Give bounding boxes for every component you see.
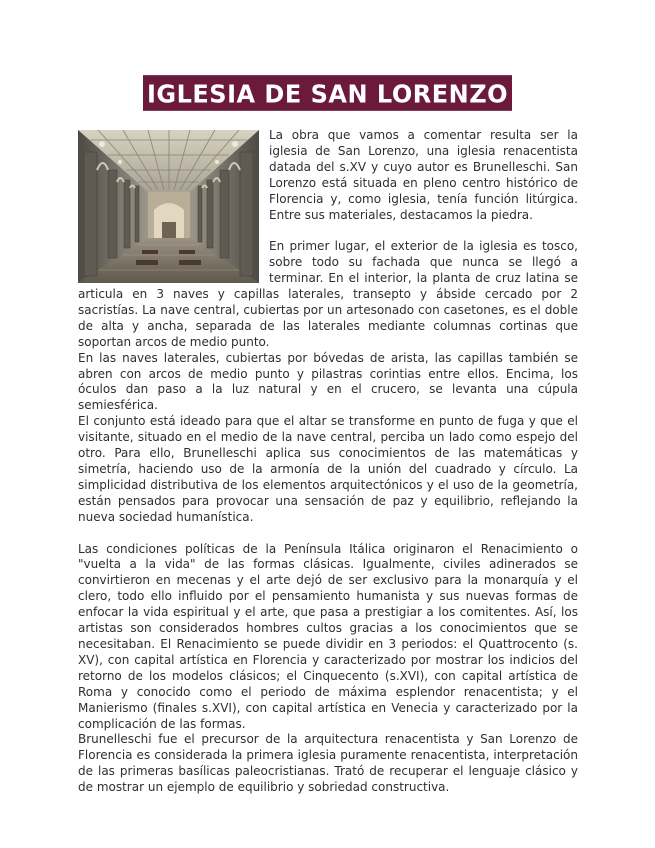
paragraph-5: Las condiciones políticas de la Península Itálica originaron el Renacimiento o "vuelta a la vida" de las formas clásicas. Igualmente, civiles adinerados se convirtieron en mecenas y el arte dejó de ser exclusivo para la monarquía y el clero, todo ello influido por el pensamiento humanista y sus nuevas formas de enfocar la vida espiritual y el arte, que pasa a prestigiar a los comitentes. Así, los artistas son considerados hombres cultos gracias a los conocimientos que se necesitaban. El Renacimiento se puede dividir en 3 periodos: el Quattrocento (s. XV), con capital artística en Florencia y caracterizado por mostrar los indicios del retorno de los modelos clásicos; el Cinquecento (s.XVI), con capital artística de Roma y conocido como el periodo de máxima esplendor renacentista; y el Manierismo (finales s.XVI), con capital artística en Venecia y caracterizado por la complicación de las formas. xyxy=(78,541,578,731)
church-interior-illustration xyxy=(78,130,259,283)
title-container xyxy=(0,76,655,110)
paragraph-2: En primer lugar, el exterior de la iglesia es tosco, sobre todo su fachada que nunca se llegó a terminar. En el interior, la planta de cruz latina se articula en 3 naves y capillas laterales, transepto y ábside cercado por 2 sacristías. La nave central, cubiertas por un artesonado con casetones, es el doble de alta y ancha, separada de las laterales mediante columnas cortinas que soportan arcos de medio punto. xyxy=(78,239,578,349)
paragraph-6: Brunelleschi fue el precursor de la arquitectura renacentista y San Lorenzo de Florencia es considerada la primera iglesia puramente renacentista, interpretación de las primeras basílicas paleocristianas. Trató de recuperar el lenguaje clásico y de mostrar un ejemplo de equilibrio y sobriedad constructiva. xyxy=(78,732,578,795)
document-title: IGLESIA DE SAN LORENZO xyxy=(143,75,512,111)
paragraph-4: El conjunto está ideado para que el altar se transforme en punto de fuga y que el visitante, situado en el medio de la nave central, perciba un lado como espejo del otro. Para ello, Brunelleschi aplica sus conocimientos de las matemáticas y simetría, haciendo uso de la armonía de la unión del cuadrado y círculo. La simplicidad distributiva de los elementos arquitectónicos y el uso de la geometría, están pensados para provocar una sensación de paz y equilibrio, reflejando la nueva sociedad humanística. xyxy=(78,414,578,524)
paragraph-1: La obra que vamos a comentar resulta ser la iglesia de San Lorenzo, una iglesia renacentista datada del s.XV y cuyo autor es Brunelleschi. San Lorenzo está situada en pleno centro histórico de Florencia y, como iglesia, tenía función litúrgica. Entre sus materiales, destacamos la piedra. xyxy=(269,128,578,222)
church-interior-photo xyxy=(78,130,259,283)
document-body xyxy=(78,128,578,796)
paragraph-3: En las naves laterales, cubiertas por bóvedas de arista, las capillas también se abren con arcos de medio punto y pilastras corintias entre ellos. Encima, los óculos dan paso a la luz natural y en el crucero, se levanta una cúpula semiesférica. xyxy=(78,350,578,413)
